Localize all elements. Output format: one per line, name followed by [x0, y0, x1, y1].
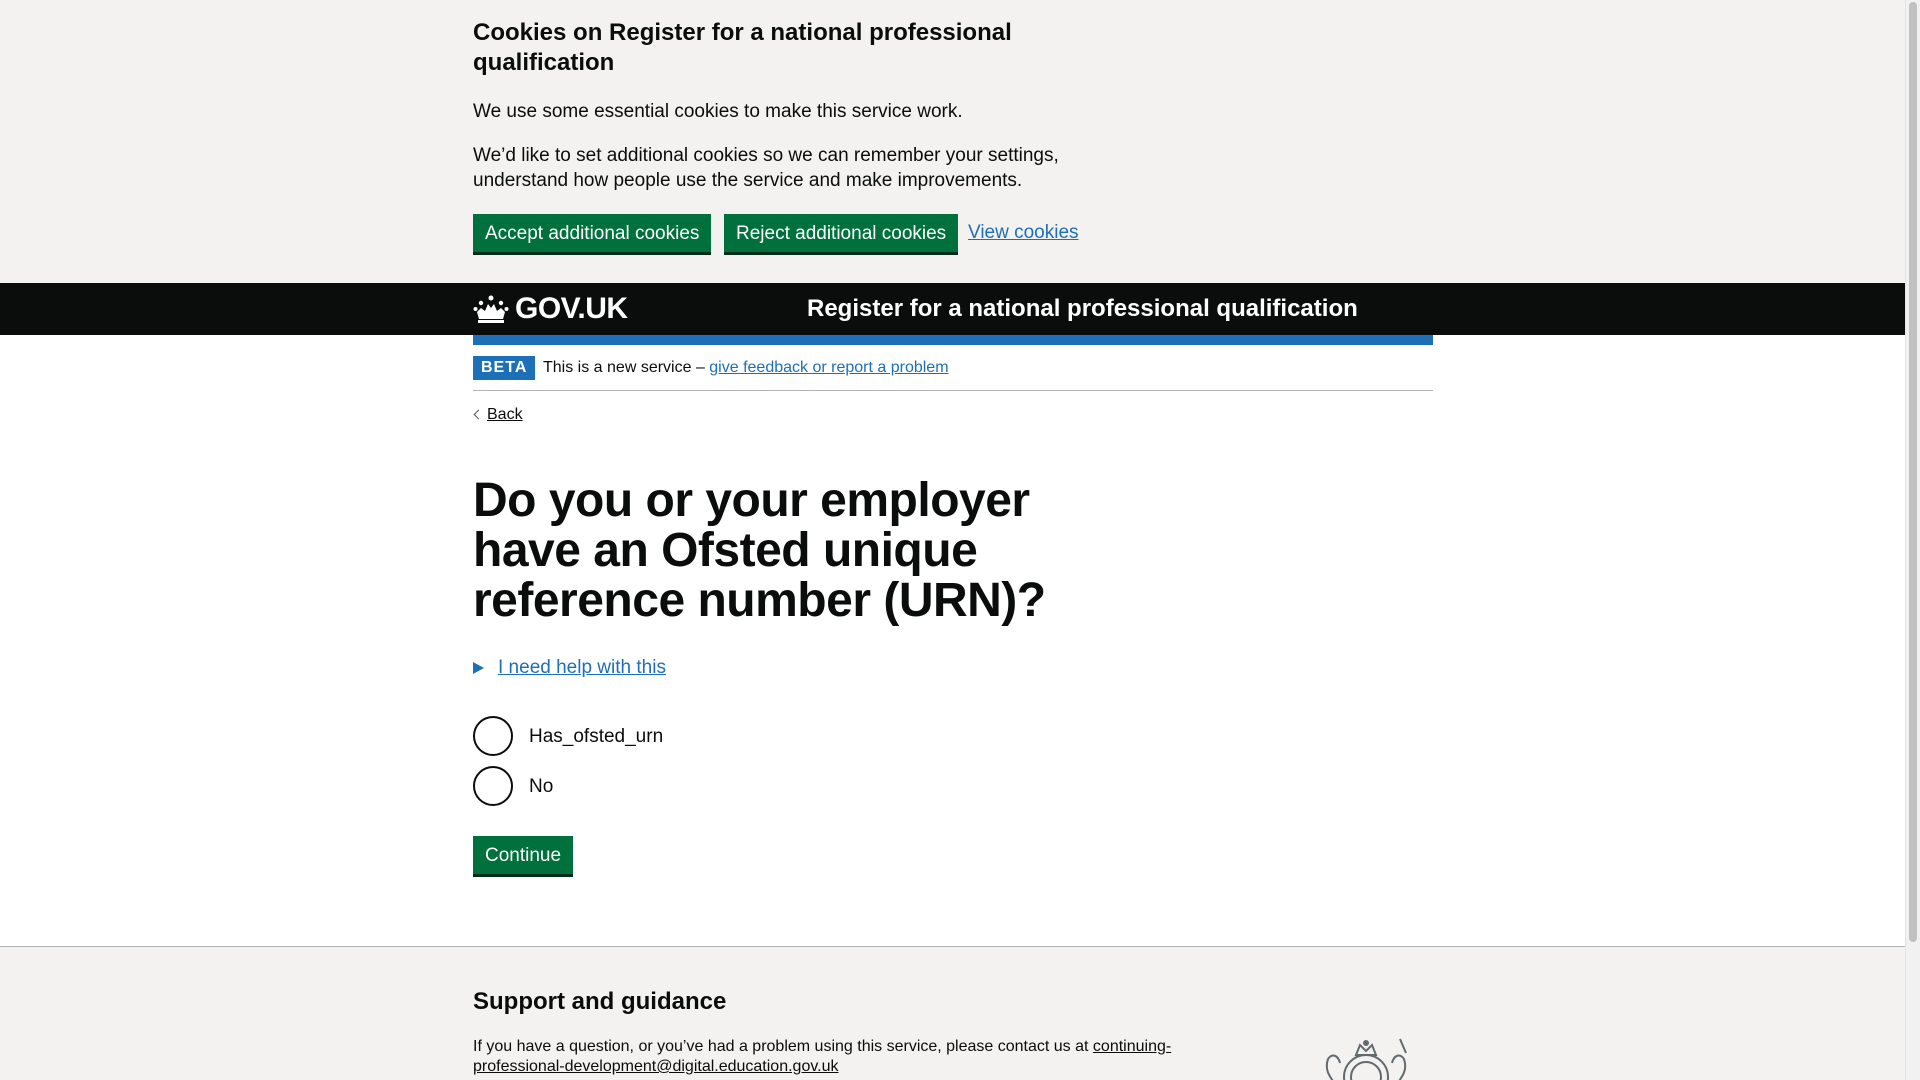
service-name-link[interactable]: Register for a national professional qualification	[807, 295, 1358, 322]
phase-banner	[473, 345, 1433, 391]
continue-button[interactable]: Continue	[473, 836, 573, 874]
radio-label: No	[529, 775, 554, 797]
back-link-label: Back	[487, 406, 523, 423]
help-details-summary[interactable]	[473, 655, 666, 680]
logo-text: GOV.UK	[515, 292, 628, 325]
back-link[interactable]	[473, 404, 523, 426]
cookie-banner-text: We use some essential cookies to make this service work.	[473, 101, 963, 122]
radio-label: Has_ofsted_urn	[529, 725, 664, 747]
royal-coat-of-arms-icon	[1300, 1031, 1432, 1080]
scrollbar-thumb[interactable]	[1909, 2, 1917, 942]
site-footer	[0, 946, 1905, 1080]
view-cookies-link[interactable]: View cookies	[968, 222, 1079, 243]
reject-cookies-button[interactable]: Reject additional cookies	[724, 214, 958, 252]
radio-option-has-ofsted-urn[interactable]	[473, 716, 663, 756]
help-details-label: I need help with this	[498, 657, 666, 678]
phase-banner-text	[543, 357, 949, 379]
govuk-logo-link[interactable]	[473, 291, 628, 327]
feedback-link[interactable]: give feedback or report a problem	[709, 359, 949, 376]
cookie-banner-title: Cookies on Register for a national professional qualification	[473, 19, 1012, 76]
support-email-link[interactable]: continuing-professional-development@digital.education.gov.uk	[473, 1038, 1172, 1075]
footer-support-text	[473, 1037, 1253, 1077]
cookie-banner	[0, 0, 1905, 283]
phase-banner-message: This is a new service –	[543, 359, 710, 376]
site-header	[0, 283, 1905, 335]
cookie-banner-text-additional: We’d like to set additional cookies so we can remember your settings, understand how people use the service and make improvements.	[473, 145, 1059, 191]
radio-option-no[interactable]	[473, 766, 553, 806]
radio-button[interactable]	[473, 766, 513, 806]
scrollbar[interactable]	[1905, 0, 1920, 1080]
triangle-right-icon	[473, 662, 484, 674]
header-blue-bar	[473, 335, 1433, 345]
accept-cookies-button[interactable]: Accept additional cookies	[473, 214, 711, 252]
page-title: Do you or your employer have an Ofsted unique reference number (URN)?	[473, 474, 1046, 627]
beta-tag: BETA	[473, 356, 535, 380]
radio-button[interactable]	[473, 716, 513, 756]
footer-support-message: If you have a question, or you’ve had a problem using this service, please contact us at	[473, 1038, 1093, 1055]
crown-icon	[473, 294, 509, 324]
chevron-left-icon	[474, 410, 484, 420]
footer-title: Support and guidance	[473, 988, 727, 1015]
